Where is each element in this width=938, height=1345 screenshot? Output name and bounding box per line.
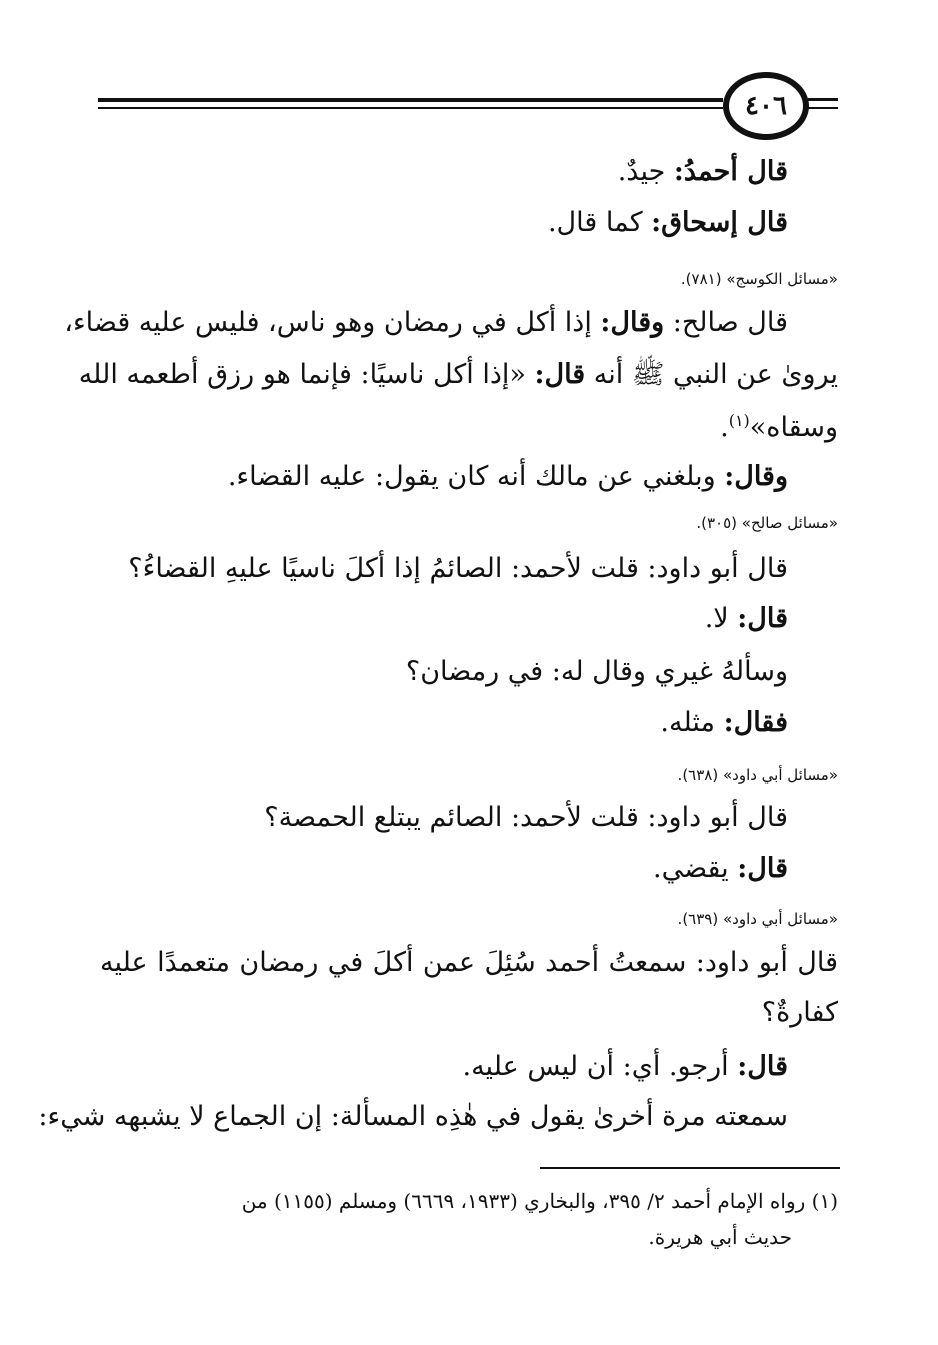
source-citation: «مسائل أبي داود» (٦٣٩). <box>677 910 838 928</box>
paragraph-text: كما قال. <box>547 207 652 238</box>
paragraph-malik <box>228 460 788 494</box>
footnote-divider <box>540 1167 840 1169</box>
page-number: ٤٠٦ <box>723 72 809 140</box>
paragraph-question-2: وسألهُ غيري وقال له: في رمضان؟ <box>405 656 788 687</box>
paragraph-salih-line-2 <box>78 358 838 392</box>
header-rule-top <box>98 98 723 102</box>
paragraph-salih-line-1 <box>64 306 788 340</box>
paragraph-abu-dawud-3-line-1: قال أبو داود: سمعتُ أحمد سُئِلَ عمن أكلَ في رمضان متعمدًا عليه <box>100 947 838 978</box>
paragraph-text: أرجو. أي: أن ليس عليه. <box>462 1051 738 1082</box>
source-citation: «مسائل صالح» (٣٠٥). <box>696 514 838 532</box>
speaker-label: وقال: <box>724 461 788 492</box>
paragraph-answer-3 <box>653 852 788 886</box>
footnote-line-1: (١) رواه الإمام أحمد ٢/ ٣٩٥، والبخاري (١٩٣٣، ٦٦٦٩) ومسلم (١١٥٥) من <box>241 1189 838 1213</box>
speaker-label: وقال: <box>600 307 665 338</box>
paragraph-text: «إذا أكل ناسيًا: فإنما هو رزق أطعمه الله <box>78 359 535 390</box>
source-citation: «مسائل أبي داود» (٦٣٨). <box>677 766 838 784</box>
header-rule-bottom <box>98 107 723 109</box>
paragraph-text: لا. <box>704 603 738 634</box>
paragraph-answer-1 <box>705 602 788 636</box>
paragraph-text: . <box>720 412 729 443</box>
paragraph-text: وبلغني عن مالك أنه كان يقول: عليه القضاء. <box>227 461 725 492</box>
paragraph-abu-dawud-3-line-2: كفارةٌ؟ <box>761 997 838 1028</box>
speaker-label: فقال: <box>723 707 788 738</box>
paragraph-text: قال صالح: <box>664 307 788 338</box>
paragraph-answer-2 <box>660 706 788 740</box>
paragraph-text: إذا أكل في رمضان وهو ناس، فليس عليه قضاء، <box>64 307 601 338</box>
footnote-marker: (١) <box>728 411 750 430</box>
speaker-label: قال أحمدُ: <box>673 156 788 187</box>
paragraph-text: يقضي. <box>653 853 738 884</box>
speaker-label: قال إسحاق: <box>651 207 788 238</box>
paragraph-final: سمعته مرة أخرىٰ يقول في هٰذِه المسألة: إن الجماع لا يشبهه شيء: <box>38 1101 788 1132</box>
paragraph-ishaq <box>548 206 788 240</box>
paragraph-text: وسقاه» <box>749 412 838 443</box>
speaker-label: قال: <box>534 359 586 390</box>
paragraph-abu-dawud-1: قال أبو داود: قلت لأحمد: الصائمُ إذا أكلَ ناسيًا عليهِ القضاءُ؟ <box>128 553 788 584</box>
paragraph-abu-dawud-2: قال أبو داود: قلت لأحمد: الصائم يبتلع الحمصة؟ <box>264 802 788 833</box>
header-rule-right-top <box>808 98 838 101</box>
speaker-label: قال: <box>737 603 788 634</box>
header-rule-right-bottom <box>808 107 838 109</box>
footnote-line-2: حديث أبي هريرة. <box>648 1225 792 1249</box>
paragraph-ahmad <box>618 155 788 189</box>
paragraph-text: جيدٌ. <box>617 156 674 187</box>
speaker-label: قال: <box>737 1051 788 1082</box>
source-citation: «مسائل الكوسج» (٧٨١). <box>680 270 838 288</box>
paragraph-text: يرویٰ عن النبي ﷺ أنه <box>585 359 838 390</box>
paragraph-text: مثله. <box>660 707 724 738</box>
paragraph-answer-4 <box>462 1050 788 1084</box>
speaker-label: قال: <box>737 853 788 884</box>
paragraph-salih-line-3 <box>100 404 838 445</box>
